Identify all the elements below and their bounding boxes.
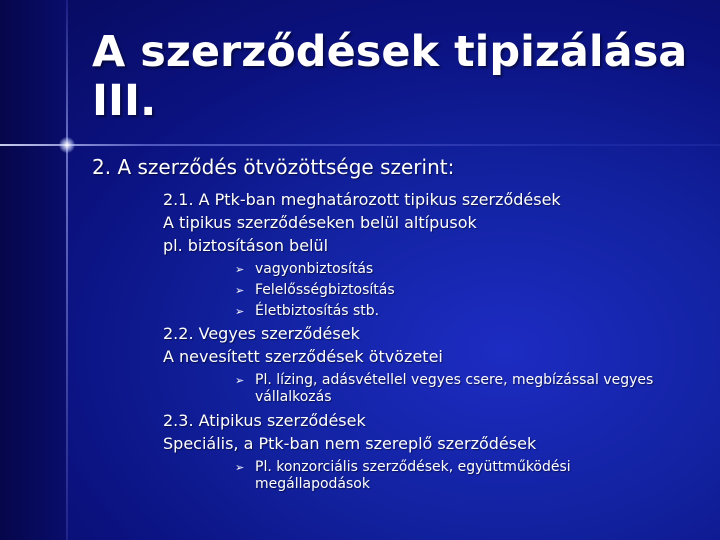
section3-line2: Speciális, a Ptk-ban nem szereplő szerződések xyxy=(163,434,537,453)
title-line-1: A szerződések tipizálása xyxy=(92,27,688,77)
section1-line3: pl. biztosításon belül xyxy=(163,236,329,255)
section2-line1: 2.2. Vegyes szerződések xyxy=(163,324,360,343)
section2-bullet-line1: Pl. lízing, adásvétellel vegyes csere, megbízással vegyes xyxy=(255,372,654,388)
title-line-2: III. xyxy=(92,76,157,126)
section1-line2: A tipikus szerződéseken belül altípusok xyxy=(163,213,477,232)
left-dark-band xyxy=(0,0,68,540)
section2-line2: A nevesített szerződések ötvözetei xyxy=(163,347,443,366)
section3-line1: 2.3. Atipikus szerződések xyxy=(163,411,366,430)
level1-heading: 2. A szerződés ötvözöttsége szerint: xyxy=(92,155,455,179)
section3-bullet-line1: Pl. konzorciális szerződések, együttműködési xyxy=(255,459,571,475)
section1-line1: 2.1. A Ptk-ban meghatározott tipikus szerződések xyxy=(163,190,561,209)
section3-bullet-line2: megállapodások xyxy=(255,476,370,492)
bullet-arrow-icon: ➢ xyxy=(235,374,245,387)
section1-bullet-1: vagyonbiztosítás xyxy=(255,261,374,277)
slide-title xyxy=(92,28,692,126)
bullet-arrow-icon: ➢ xyxy=(235,305,245,318)
horizontal-divider-line xyxy=(0,144,720,146)
vertical-divider-line xyxy=(66,0,68,540)
section2-bullet-line2: vállalkozás xyxy=(255,389,332,405)
section1-bullet-3: Életbiztosítás stb. xyxy=(255,303,380,319)
cross-flare-decoration xyxy=(59,137,75,153)
bullet-arrow-icon: ➢ xyxy=(235,263,245,276)
section1-bullet-2: Felelősségbiztosítás xyxy=(255,282,395,298)
bullet-arrow-icon: ➢ xyxy=(235,461,245,474)
bullet-arrow-icon: ➢ xyxy=(235,284,245,297)
